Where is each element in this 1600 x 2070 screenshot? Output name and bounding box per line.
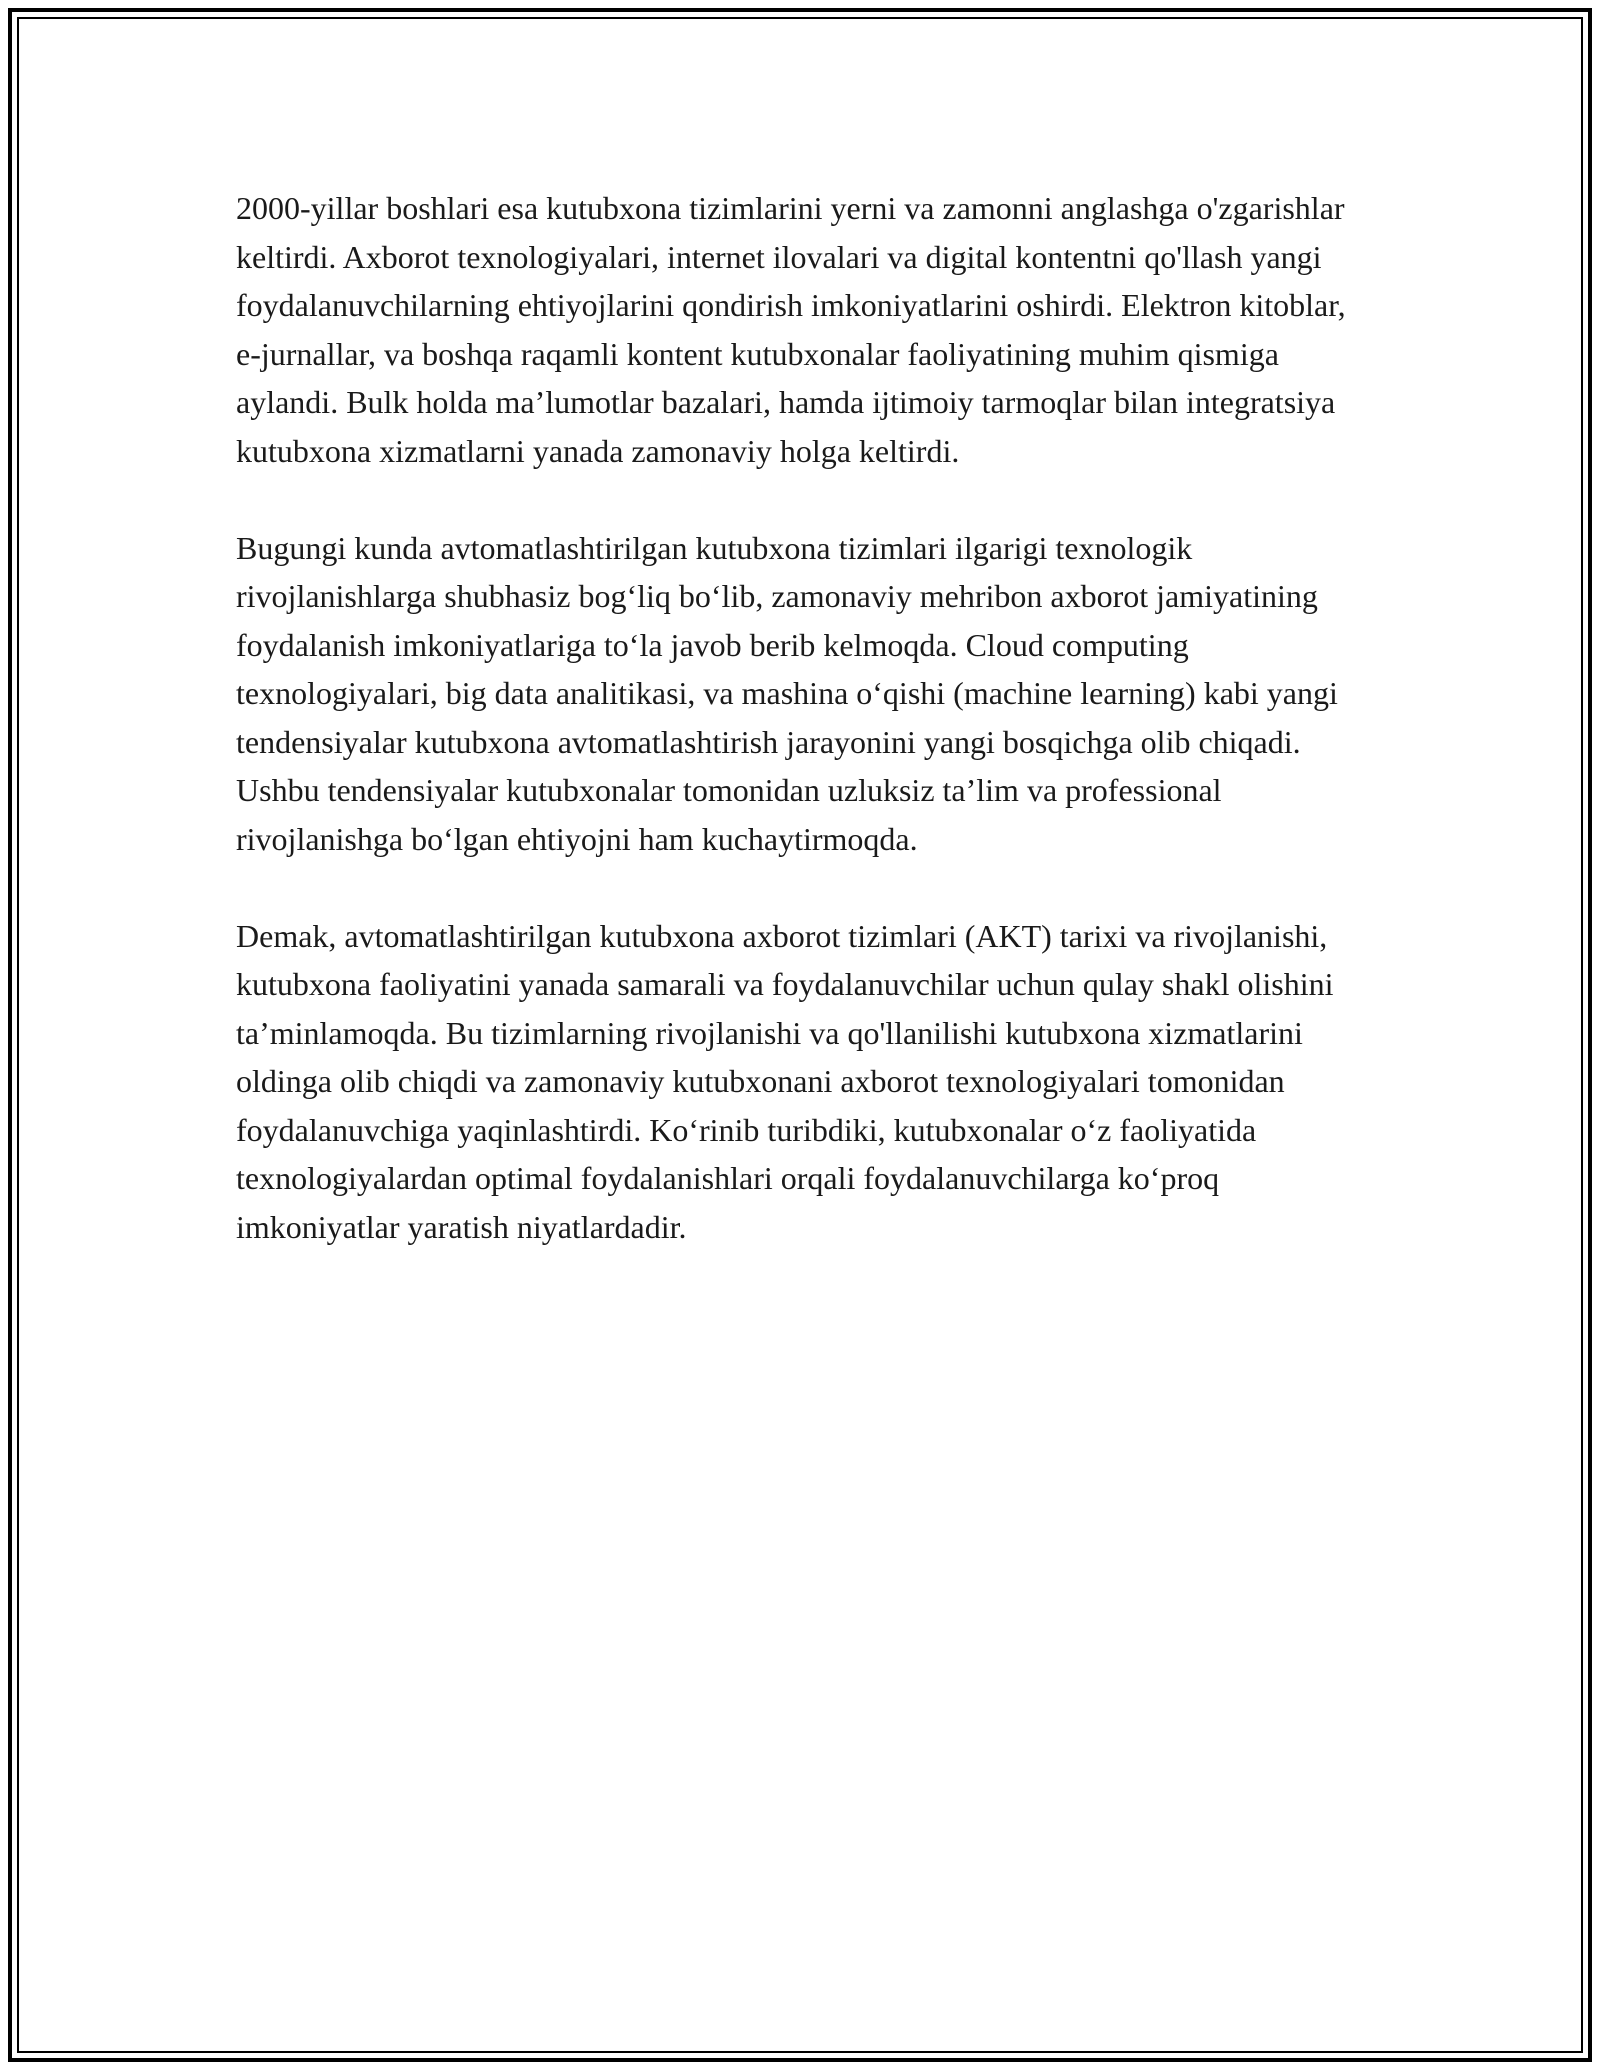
document-body (236, 184, 1376, 1300)
paragraph-2: Bugungi kunda avtomatlashtirilgan kutubxona tizimlari ilgarigi texnologik rivojlanishlarga shubhasiz bog‘liq bo‘lib, zamonaviy mehribon axborot jamiyatining foydalanish imkoniyatlariga to‘la javob berib kelmoqda. Cloud computing texnologiyalari, big data analitikasi, va mashina o‘qishi (machine learning) kabi yangi tendensiyalar kutubxona avtomatlashtirish jarayonini yangi bosqichga olib chiqadi. Ushbu tendensiyalar kutubxonalar tomonidan uzluksiz ta’lim va professional rivojlanishga bo‘lgan ehtiyojni ham kuchaytirmoqda. (236, 529, 1338, 857)
paragraph-1: 2000-yillar boshlari esa kutubxona tizimlarini yerni va zamonni anglashga o'zgarishlar keltirdi. Axborot texnologiyalari, internet ilovalari va digital kontentni qo'llash yangi foydalanuvchilarning ehtiyojlarini qondirish imkoniyatlarini oshirdi. Elektron kitoblar, e-jurnallar, va boshqa raqamli kontent kutubxonalar faoliyatining muhim qismiga aylandi. Bulk holda ma’lumotlar bazalari, hamda ijtimoiy tarmoqlar bilan integratsiya kutubxona xizmatlarni yanada zamonaviy holga keltirdi. (236, 190, 1346, 469)
paragraph-3: Demak, avtomatlashtirilgan kutubxona axborot tizimlari (AKT) tarixi va rivojlanishi, kutubxona faoliyatini yanada samarali va foydalanuvchilar uchun qulay shakl olishini ta’minlamoqda. Bu tizimlarning rivojlanishi va qo'llanilishi kutubxona xizmatlarini oldinga olib chiqdi va zamonaviy kutubxonani axborot texnologiyalari tomonidan foydalanuvchiga yaqinlashtirdi. Ko‘rinib turibdiki, kutubxonalar o‘z faoliyatida texnologiyalardan optimal foydalanishlari orqali foydalanuvchilarga ko‘proq imkoniyatlar yaratish niyatlardadir. (236, 917, 1334, 1245)
